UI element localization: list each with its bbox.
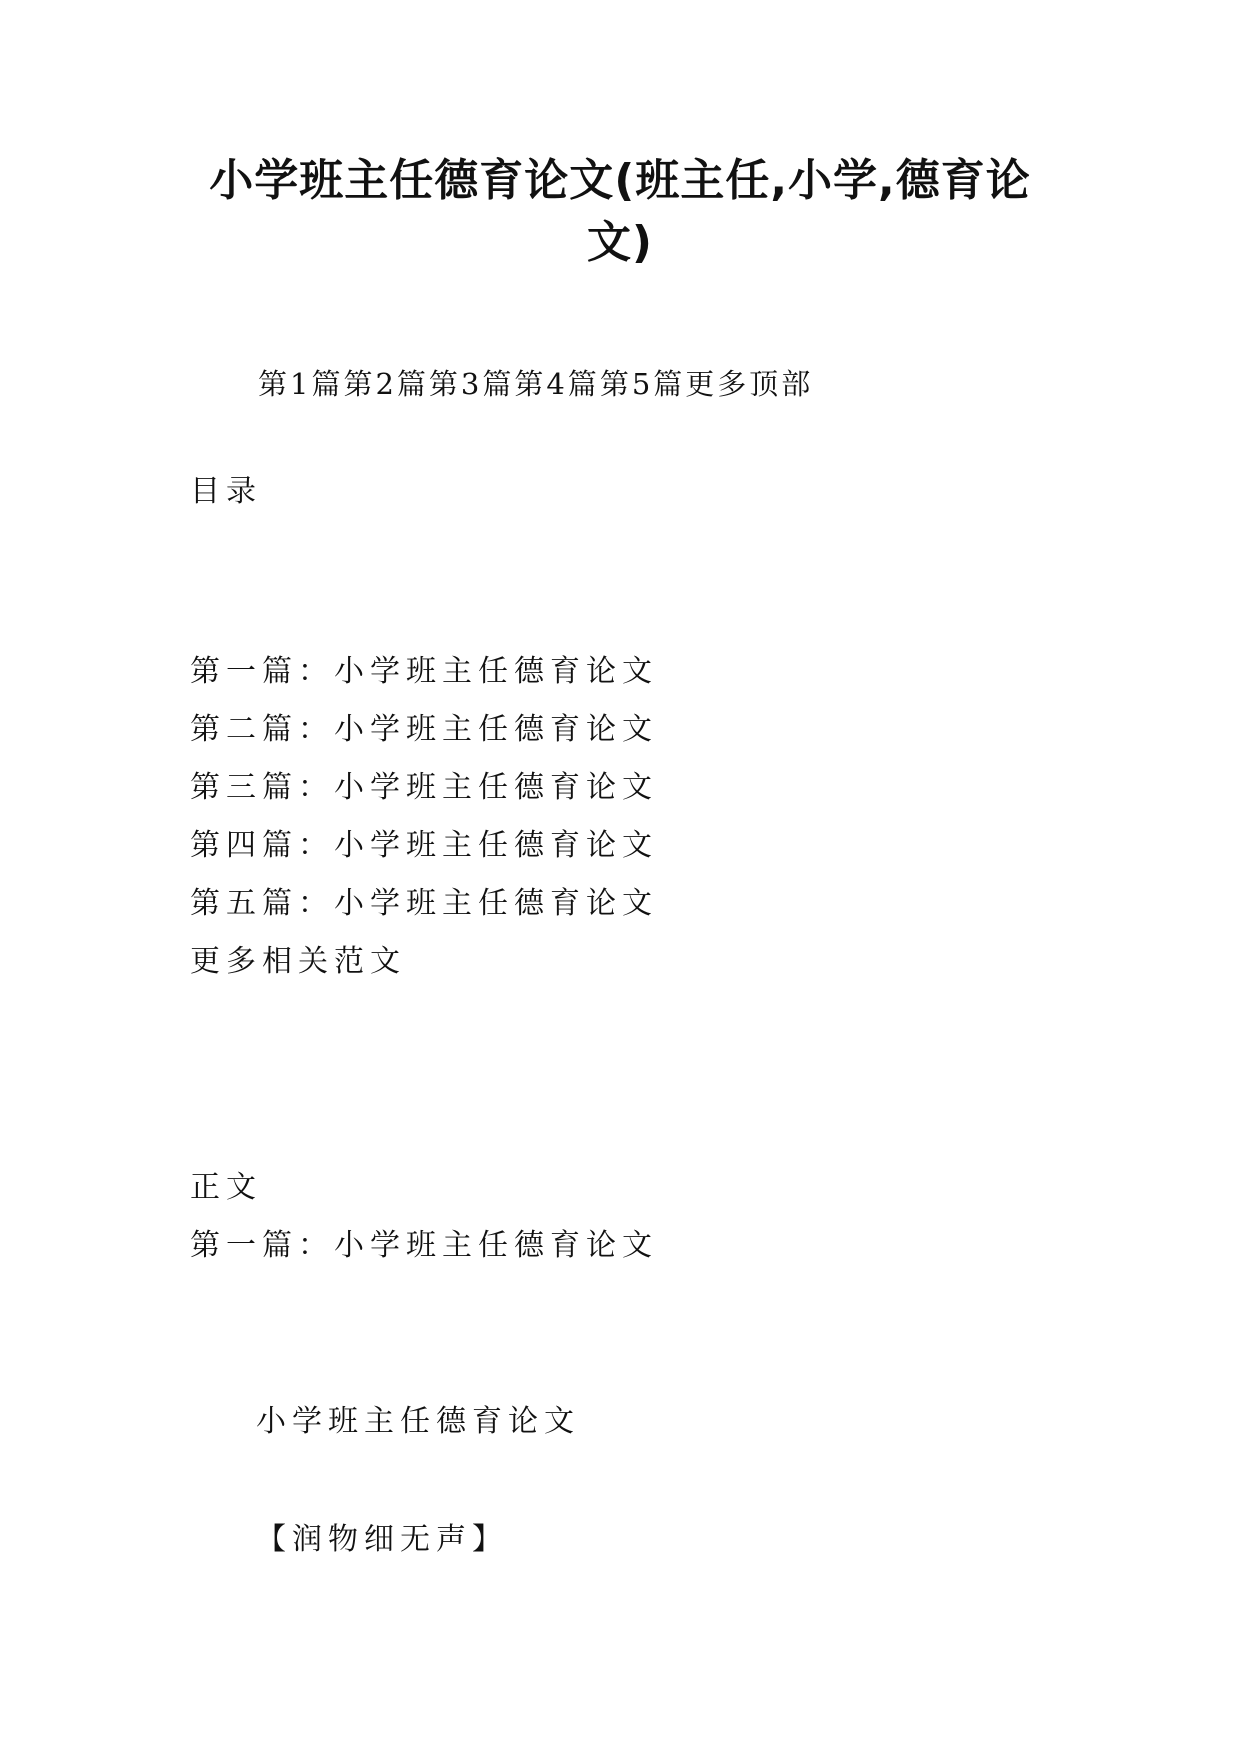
toc-item-more-articles[interactable]: 更多相关范文 [190,944,406,979]
nav-link-more[interactable]: 更多 [685,367,750,401]
nav-link-part-2[interactable]: 第2篇 [343,367,429,401]
toc-item-part-3[interactable]: 第三篇：小学班主任德育论文 [190,770,658,805]
nav-link-part-5[interactable]: 第5篇 [599,367,686,401]
section-nav [258,364,813,404]
toc-item-part-2[interactable]: 第二篇：小学班主任德育论文 [190,712,658,747]
nav-link-part-1[interactable]: 第1篇 [258,367,344,401]
article-subheading: 【润物细无声】 [256,1522,508,1557]
nav-link-top[interactable]: 顶部 [749,367,814,401]
nav-link-part-4[interactable]: 第4篇 [514,367,600,401]
toc-item-part-1[interactable]: 第一篇：小学班主任德育论文 [190,654,658,689]
article-title: 小学班主任德育论文 [256,1404,580,1439]
toc-item-part-4[interactable]: 第四篇：小学班主任德育论文 [190,828,658,863]
toc-heading: 目录 [190,474,262,509]
nav-link-part-3[interactable]: 第3篇 [428,367,515,401]
document-title: 小学班主任德育论文(班主任,小学,德育论文) [209,155,1031,268]
part-title: 第一篇：小学班主任德育论文 [190,1228,658,1263]
body-heading: 正文 [190,1170,262,1205]
table-of-contents [190,652,658,1000]
toc-item-part-5[interactable]: 第五篇：小学班主任德育论文 [190,886,658,921]
